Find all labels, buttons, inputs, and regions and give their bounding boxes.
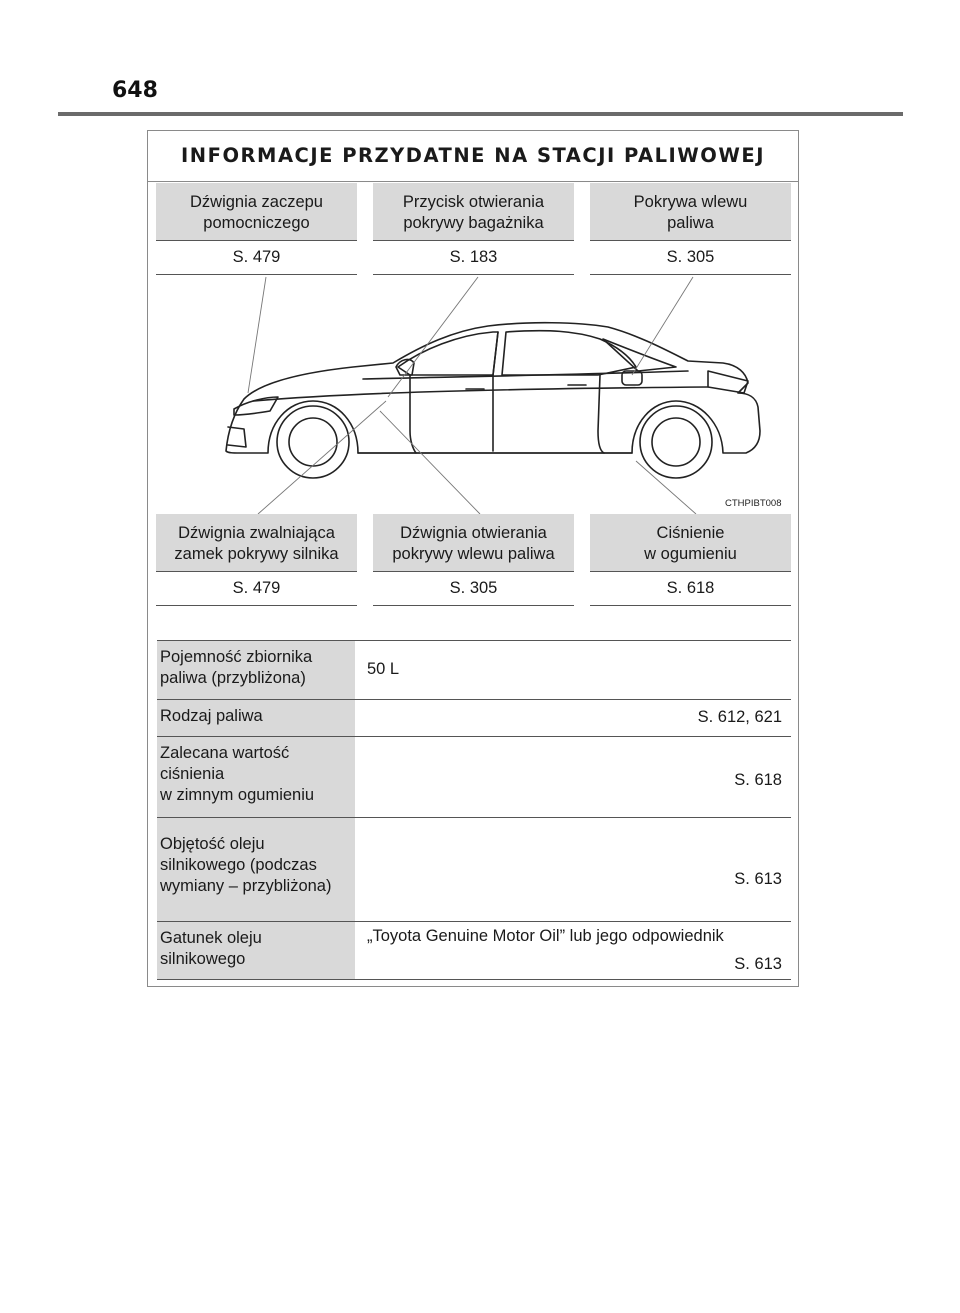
spec-value — [355, 700, 791, 736]
header-rule — [58, 112, 903, 116]
rear-wheel — [640, 406, 712, 478]
label-line: Dźwignia zwalniająca — [178, 523, 335, 542]
spec-value-text: 50 L — [367, 660, 400, 678]
car-body-outline — [226, 323, 760, 453]
key-line: silnikowego — [160, 950, 246, 968]
spec-value-note: „Toyota Genuine Motor Oil” lub jego odpowiednik — [367, 927, 724, 945]
label-line: Dźwignia otwierania — [400, 523, 547, 542]
ref-label — [373, 514, 574, 572]
front-grille — [228, 427, 246, 447]
label-line: Przycisk otwierania — [402, 192, 545, 211]
key-line: Pojemność zbiornika — [160, 648, 313, 666]
key-line: silnikowego (podczas — [160, 856, 317, 874]
leader-line-trunk-button — [388, 277, 478, 397]
fuel-info-panel — [147, 130, 799, 987]
spec-row-tire-pressure — [157, 736, 791, 817]
key-line: w zimnym ogumieniu — [160, 786, 315, 804]
spec-key — [157, 922, 355, 979]
fuel-door — [622, 371, 642, 385]
front-wheel-rim — [289, 418, 337, 466]
ref-label — [156, 514, 357, 572]
door-line-middle — [493, 332, 498, 451]
label-line: Ciśnienie — [656, 523, 725, 542]
rear-window — [502, 331, 636, 375]
label-line: paliwa — [667, 213, 714, 232]
ref-cell-hood-release — [156, 514, 357, 606]
illustration-code: CTHPIBT008 — [725, 498, 782, 509]
spec-value — [355, 818, 791, 921]
spec-row-oil-grade — [157, 921, 791, 980]
ref-page: S. 479 — [156, 241, 357, 275]
spec-value-text: S. 613 — [734, 870, 782, 888]
leader-line-hood-release — [258, 401, 386, 514]
spec-row-fuel-capacity — [157, 640, 791, 699]
label-line: Pokrywa wlewu — [633, 192, 748, 211]
door-line-front — [410, 375, 416, 453]
label-line: Dźwignia zaczepu — [190, 192, 323, 211]
key-line: ciśnienia — [160, 765, 225, 783]
ref-cell-fuel-door — [590, 183, 791, 275]
spec-value-text: S. 613 — [734, 955, 782, 973]
spec-key — [157, 818, 355, 921]
taillight — [708, 371, 748, 393]
ref-page: S. 183 — [373, 241, 574, 275]
ref-label — [590, 183, 791, 241]
rear-quarter-glass — [603, 339, 676, 371]
rear-wheel-rim — [652, 418, 700, 466]
label-line: pokrywy wlewu paliwa — [392, 544, 555, 563]
leader-line-fuel-door — [632, 277, 693, 375]
page-number: 648 — [112, 78, 158, 103]
spec-row-oil-capacity — [157, 817, 791, 921]
headlight — [234, 397, 278, 415]
key-line: Objętość oleju — [160, 835, 265, 853]
ref-cell-tire-pressure — [590, 514, 791, 606]
spec-key — [157, 737, 355, 817]
front-wheel — [277, 406, 349, 478]
character-line — [253, 387, 708, 401]
spec-value — [355, 922, 791, 979]
leader-line-auxiliary-catch — [248, 277, 266, 393]
ref-page: S. 305 — [373, 572, 574, 606]
key-line: paliwa (przybliżona) — [160, 669, 306, 687]
side-mirror — [396, 360, 414, 375]
label-line: w ogumieniu — [644, 544, 737, 563]
panel-title: INFORMACJE PRZYDATNE NA STACJI PALIWOWEJ — [181, 144, 765, 167]
ref-cell-auxiliary-catch — [156, 183, 357, 275]
spec-value — [355, 641, 791, 699]
label-line: pokrywy bagażnika — [403, 213, 544, 232]
spec-key — [157, 700, 355, 736]
key-line: wymiany – przybliżona) — [160, 877, 332, 895]
title-divider — [148, 181, 798, 182]
ref-cell-trunk-button — [373, 183, 574, 275]
spec-value-text: S. 612, 621 — [697, 708, 782, 726]
ref-page: S. 618 — [590, 572, 791, 606]
spec-table — [157, 640, 791, 980]
spec-value — [355, 737, 791, 817]
ref-cell-fuel-lever — [373, 514, 574, 606]
spec-row-fuel-type — [157, 699, 791, 736]
key-line: Rodzaj paliwa — [160, 707, 263, 725]
leader-line-tire-pressure — [636, 461, 696, 514]
spec-value-text: S. 618 — [734, 771, 782, 789]
spec-key — [157, 641, 355, 699]
ref-label — [156, 183, 357, 241]
front-window — [398, 332, 498, 375]
label-line: pomocniczego — [203, 213, 310, 232]
ref-label — [590, 514, 791, 572]
label-line: zamek pokrywy silnika — [174, 544, 339, 563]
belt-line — [363, 371, 688, 379]
leader-line-fuel-lever — [380, 411, 480, 514]
ref-page: S. 479 — [156, 572, 357, 606]
door-line-rear — [598, 375, 604, 453]
key-line: Zalecana wartość — [160, 744, 290, 762]
key-line: Gatunek oleju — [160, 929, 262, 947]
ref-page: S. 305 — [590, 241, 791, 275]
ref-label — [373, 183, 574, 241]
